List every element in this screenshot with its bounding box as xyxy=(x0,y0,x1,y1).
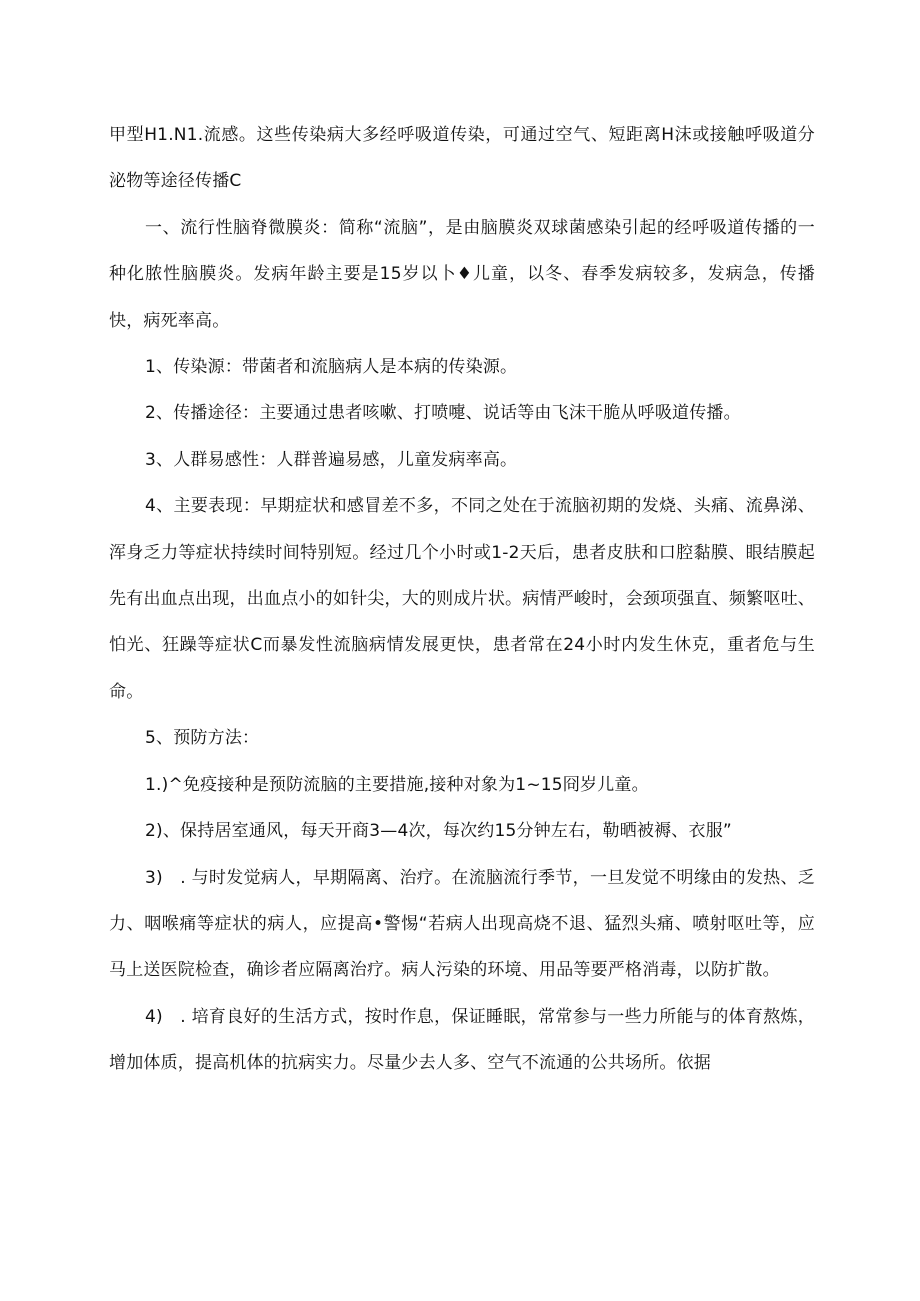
paragraph-susceptibility: 3、人群易感性：人群普遍易感，儿童发病率高。 xyxy=(145,449,518,470)
paragraph-transmission-route: 2、传播途径：主要通过患者咳嗽、打喷嚏、说话等由飞沫干脆从呼吸道传播。 xyxy=(145,403,741,424)
paragraph-symptoms: 4、主要表现：早期症状和感冒差不多，不同之处在于流脑初期的发烧、头痛、流鼻涕、浑身乏力等症状持续时间特别短。经过几个小时或1-2天后，患者皮肤和口腔黏膜、眼结膜起先有出血点出现，出血点小的如针尖，大的则成片状。病情严峻时，会颈项强直、频繁呕吐、怕光、狂躁等症状C而暴发性流脑病情发展更快，患者常在24小时内发生休克，重者危与生命。 xyxy=(109,496,815,702)
paragraph-infection-source: 1、传染源：带菌者和流脑病人是本病的传染源。 xyxy=(145,357,518,378)
paragraph-prevention-1: 1.)^免疫接种是预防流脑的主要措施,接种对象为1~15冏岁儿童。 xyxy=(145,774,649,795)
paragraph-intro: 甲型H1.N1.流感。这些传染病大多经呼吸道传染，可通过空气、短距离H沫或接触呼吸道分泌物等途径传播C xyxy=(109,125,815,192)
paragraph-prevention-4: 4) . 培育良好的生活方式，按时作息，保证睡眠，常常参与一些力所能与的体育熬炼，增加体质，提高机体的抗病实力。尽量少去人多、空气不流通的公共场所。依据 xyxy=(109,1006,815,1074)
document-body xyxy=(109,112,815,1087)
paragraph-meningitis-overview: 一、流行性脑脊微膜炎：简称“流脑”，是由脑膜炎双球菌感染引起的经呼吸道传播的一种化脓性脑膜炎。发病年龄主要是15岁以卜♦儿童，以冬、春季发病较多，发病急，传播快，病死率高。 xyxy=(109,217,815,331)
paragraph-prevention-heading: 5、预防方法： xyxy=(145,728,260,749)
paragraph-prevention-2: 2)、保持居室通风，每天开商3—4次，每次约15分钟左右，勒晒被褥、衣服” xyxy=(145,821,732,842)
paragraph-prevention-3: 3) . 与时发觉病人，早期隔离、治疗。在流脑流行季节，一旦发觉不明缘由的发热、乏力、咽喉痛等症状的病人，应提高•警惕“若病人出现高烧不退、猛烈头痛、喷射呕吐等，应马上送医院检查，确诊者应隔离治疗。病人污染的环境、用品等要严格消毒，以防扩散。 xyxy=(109,867,815,981)
